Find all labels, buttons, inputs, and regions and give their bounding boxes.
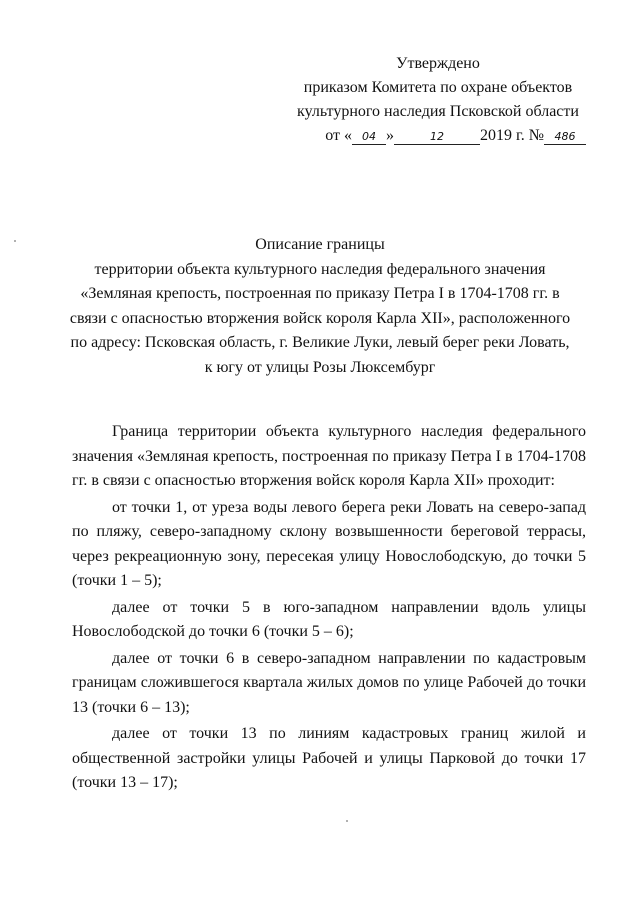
handwritten-doc-number: 486: [544, 130, 586, 145]
approval-order-line: приказом Комитета по охране объектов: [303, 79, 573, 96]
title-line-3: «Земляная крепость, построенная по приказу Петра I в 1704-1708 гг. в: [80, 285, 560, 302]
title-line-6: к югу от улицы Розы Люксембург: [204, 358, 436, 376]
title-line-4: связи с опасностью вторжения войск короля Карла XII», расположенного: [69, 309, 571, 327]
approval-heading: Утверждено: [396, 55, 480, 72]
date-year: 2019 г. №: [479, 127, 544, 144]
scan-speck: [14, 240, 16, 242]
date-quote-close: »: [385, 127, 394, 144]
body-paragraph: далее от точки 13 по линиям кадастровых границ жилой и общественной застройки улицы Рабочей и улицы Парковой до точки 17 (точки 13 – 17);: [72, 725, 586, 791]
scan-speck: [346, 820, 348, 822]
approval-date-line: [288, 124, 588, 148]
document-body: [72, 420, 586, 798]
body-paragraph: далее от точки 6 в северо-западном направлении по кадастровым границам сложившегося квартала жилых домов по улице Рабочей до точки 13 (точки 6 – 13);: [72, 649, 586, 716]
body-paragraph: Граница территории объекта культурного наследия федерального значения «Земляная крепость, построенная по приказу Петра I в 1704-1708 гг. в связи с опасностью вторжения войск короля Карла XII» проходит:: [72, 423, 586, 489]
document-title: [60, 233, 580, 380]
date-prefix: от «: [325, 127, 352, 144]
title-line-2: территории объекта культурного наследия федерального значения: [94, 260, 546, 278]
approval-block: [288, 52, 588, 148]
title-line-1: Описание границы: [255, 236, 385, 253]
body-paragraph: от точки 1, от уреза воды левого берега реки Ловать на северо-запад по пляжу, северо-западному склону возвышенности береговой террасы, через рекреационную зону, пересекая улицу Новослободскую, до точки 5 (точки 1 – 5);: [72, 498, 586, 589]
approval-committee-line: культурного наследия Псковской области: [297, 103, 579, 120]
body-paragraph: далее от точки 5 в юго-западном направлении вдоль улицы Новослободской до точки 6 (точки 5 – 6);: [72, 598, 586, 640]
handwritten-day: 04: [352, 130, 386, 145]
title-line-5: по адресу: Псковская область, г. Великие Луки, левый берег реки Ловать,: [70, 334, 570, 351]
handwritten-month: 12: [394, 130, 480, 145]
